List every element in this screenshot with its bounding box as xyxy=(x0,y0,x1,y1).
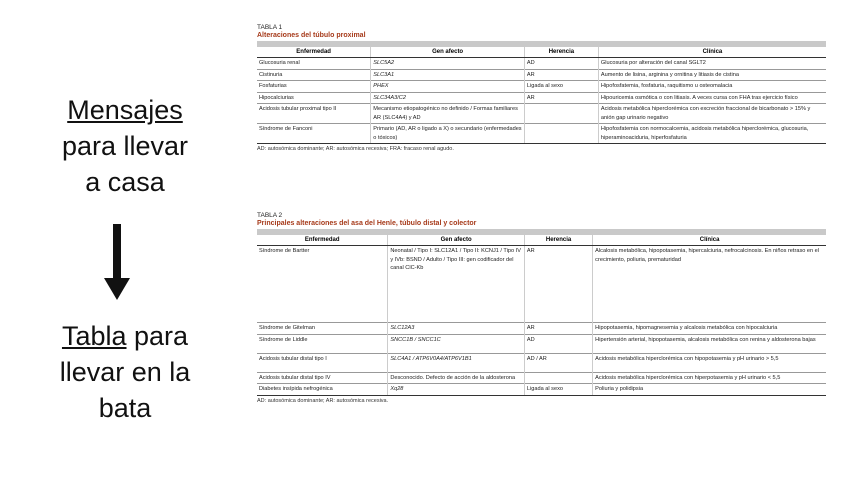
table-row xyxy=(257,104,826,124)
cell: Hipofosfatemia con normocalcemia, acidosis metabólica hiperclorémica, glucosuria, hiperaminoaciduria, hiperfosfaturia xyxy=(598,124,826,144)
cell: AR xyxy=(524,246,592,323)
msg-line-3: a casa xyxy=(85,167,165,197)
cell: Síndrome de Fanconi xyxy=(257,124,371,144)
table-row xyxy=(257,334,826,353)
table-1-title: Alteraciones del túbulo proximal xyxy=(257,32,366,39)
cell xyxy=(524,372,592,384)
cell: Alcalosis metabólica, hipopotasemia, hipercalciuria, nefrocalcinosis. En niños retraso en el crecimiento, poliuria, prematuridad xyxy=(593,246,826,323)
table-1-label: TABLA 1 xyxy=(257,24,283,31)
cell: Síndrome de Liddle xyxy=(257,334,388,353)
tab-rest: para xyxy=(126,321,189,351)
cell: AR xyxy=(524,323,592,335)
table-row xyxy=(257,384,826,395)
table-1-header: Clínica xyxy=(598,47,826,58)
cell: AD xyxy=(524,334,592,353)
table-1-header: Enfermedad xyxy=(257,47,371,58)
msg-line-2: para llevar xyxy=(61,131,189,161)
cell: AD / AR xyxy=(524,353,592,372)
table-1-footnote: AD: autosómica dominante; AR: autosómica recesiva; FRA: fracaso renal agudo. xyxy=(257,143,826,153)
cell: SNCC1B / SNCC1C xyxy=(388,334,525,353)
cell: SLC3A1 xyxy=(371,69,525,81)
cell: Cistinuria xyxy=(257,69,371,81)
cell: Hipofosfatemia, fosfaturia, raquitismo u osteomalacia xyxy=(598,81,826,93)
cell: Hipocalciurias xyxy=(257,92,371,104)
table-1-header: Herencia xyxy=(524,47,598,58)
down-arrow-icon xyxy=(104,224,130,300)
table-row xyxy=(257,58,826,70)
table-row xyxy=(257,92,826,104)
cell: PHEX xyxy=(371,81,525,93)
cell: Ligada al sexo xyxy=(524,384,592,395)
cell xyxy=(524,124,598,144)
cell: Fosfaturias xyxy=(257,81,371,93)
table-1 xyxy=(257,24,826,153)
cell: AD xyxy=(524,58,598,70)
table-2-label: TABLA 2 xyxy=(257,212,283,219)
cell: Hipouricemia osmótica o con litiasis. A veces cursa con FHA tras ejercicio físico xyxy=(598,92,826,104)
table-for-coat-message xyxy=(20,318,230,426)
take-home-message xyxy=(20,92,230,200)
table-2-title: Principales alteraciones del asa del Henle, túbulo distal y colector xyxy=(257,220,477,227)
cell: SLC34A3/C2 xyxy=(371,92,525,104)
cell: Acidosis tubular distal tipo I xyxy=(257,353,388,372)
cell: Acidosis metabólica hiperclorémica con hipopotasemia y pH urinario > 5,5 xyxy=(593,353,826,372)
cell: Síndrome de Gitelman xyxy=(257,323,388,335)
cell: AR xyxy=(524,69,598,81)
cell: Xq28 xyxy=(388,384,525,395)
msg-line-1: Mensajes xyxy=(67,95,183,125)
cell: Aumento de lisina, arginina y ornitina y litiasis de cistina xyxy=(598,69,826,81)
table-row xyxy=(257,372,826,384)
table-2-footnote: AD: autosómica dominante; AR: autosómica recesiva. xyxy=(257,395,826,405)
table-row xyxy=(257,353,826,372)
cell: Acidosis metabólica hiperclorémica con hiperpotasemia y pH urinario < 5,5 xyxy=(593,372,826,384)
cell: Ligada al sexo xyxy=(524,81,598,93)
cell: Síndrome de Bartter xyxy=(257,246,388,323)
table-2-header: Gen afecto xyxy=(388,235,525,246)
cell: Glucosuria por alteración del canal SGLT2 xyxy=(598,58,826,70)
table-row xyxy=(257,69,826,81)
cell: SLC12A3 xyxy=(388,323,525,335)
table-1-header: Gen afecto xyxy=(371,47,525,58)
table-row xyxy=(257,124,826,144)
table-row xyxy=(257,81,826,93)
table-2-grid xyxy=(257,235,826,395)
cell xyxy=(524,104,598,124)
cell: Hipertensión arterial, hipopotasemia, alcalosis metabólica con renina y aldosterona bajas xyxy=(593,334,826,353)
cell: SLC4A1 / ATP6V0A4/ATP6V1B1 xyxy=(388,353,525,372)
cell: Acidosis tubular proximal tipo II xyxy=(257,104,371,124)
cell: Desconocido. Defecto de acción de la aldosterona xyxy=(388,372,525,384)
table-2-header: Enfermedad xyxy=(257,235,388,246)
table-2 xyxy=(257,212,826,405)
table-1-grid xyxy=(257,47,826,143)
cell: Diabetes insípida nefrogénica xyxy=(257,384,388,395)
cell: Mecanismo etiopatogénico no definido / Formas familiares AR (SLC4A4) y AD xyxy=(371,104,525,124)
cell: SLC5A2 xyxy=(371,58,525,70)
tab-line-2: llevar en la xyxy=(59,357,191,387)
cell: Acidosis tubular distal tipo IV xyxy=(257,372,388,384)
cell: Neonatal / Tipo I: SLC12A1 / Tipo II: KCNJ1 / Tipo IV y IVb: BSND / Adulto / Tipo III: gen codificador del canal ClC-Kb xyxy=(388,246,525,323)
tab-line-1 xyxy=(20,318,230,354)
cell: Primario (AD, AR o ligado a X) o secundario (enfermedades o tóxicos) xyxy=(371,124,525,144)
cell: AR xyxy=(524,92,598,104)
table-row xyxy=(257,246,826,323)
table-row xyxy=(257,323,826,335)
tab-line-3: bata xyxy=(98,393,152,423)
cell: Hipopotasemia, hipomagnesemia y alcalosis metabólica con hipocalciuria xyxy=(593,323,826,335)
cell: Glucosuria renal xyxy=(257,58,371,70)
cell: Poliuria y polidipsia xyxy=(593,384,826,395)
tab-word: Tabla xyxy=(61,321,127,351)
cell: Acidosis metabólica hiperclorémica con excreción fraccional de bicarbonato > 15% y anión gap urinario negativo xyxy=(598,104,826,124)
table-2-header: Herencia xyxy=(524,235,592,246)
table-2-header: Clínica xyxy=(593,235,826,246)
